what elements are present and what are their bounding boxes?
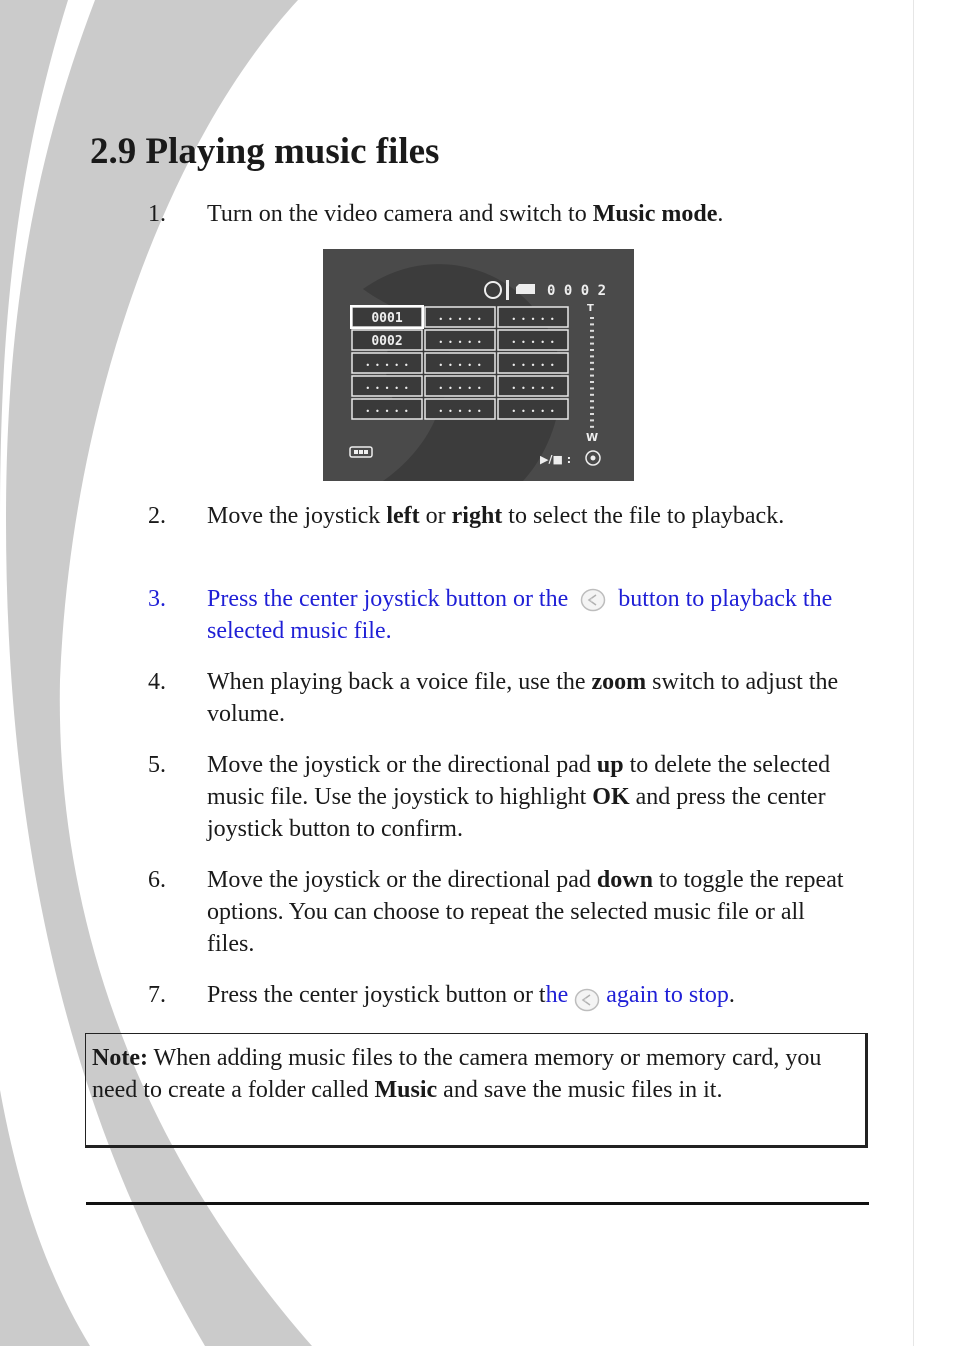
step-number: 6. bbox=[148, 867, 166, 893]
zoom-tick bbox=[590, 336, 594, 338]
zoom-tick bbox=[590, 343, 594, 345]
zoom-wide-label: W bbox=[586, 431, 599, 444]
file-grid bbox=[351, 306, 568, 419]
note-label: Note: bbox=[92, 1045, 148, 1071]
empty-slot: • • • • • bbox=[365, 407, 409, 416]
empty-slot: • • • • • bbox=[511, 338, 555, 347]
empty-slot: • • • • • bbox=[438, 338, 482, 347]
zoom-tele-label: T bbox=[587, 303, 594, 314]
file-cell bbox=[352, 330, 422, 350]
zoom-tick bbox=[590, 323, 594, 325]
file-counter: 0 0 0 2 bbox=[547, 283, 607, 299]
zoom-tick bbox=[590, 355, 594, 357]
camera-music-screen bbox=[323, 249, 634, 481]
step-text: Press the center joystick button or the again to stop. bbox=[207, 979, 857, 1012]
step-text: Turn on the video camera and switch to Music mode. bbox=[207, 201, 724, 227]
zoom-tick bbox=[590, 381, 594, 383]
step-number: 2. bbox=[148, 503, 166, 529]
file-cell bbox=[352, 376, 422, 396]
file-cell bbox=[425, 376, 495, 396]
empty-slot: • • • • • bbox=[365, 384, 409, 393]
step-text: When playing back a voice file, use the zoom switch to adjust the volume. bbox=[207, 669, 839, 727]
file-cell bbox=[425, 353, 495, 373]
memory-card-icon bbox=[516, 284, 535, 294]
file-cell bbox=[352, 307, 422, 327]
empty-slot: • • • • • bbox=[365, 361, 409, 370]
file-cell bbox=[425, 399, 495, 419]
step-number: 7. bbox=[148, 982, 166, 1008]
note-box bbox=[85, 1033, 868, 1148]
empty-slot: • • • • • bbox=[511, 361, 555, 370]
menu-button-icon bbox=[574, 988, 600, 1012]
zoom-tick bbox=[590, 407, 594, 409]
file-cell bbox=[352, 399, 422, 419]
note-text-end: and save the music files in it. bbox=[437, 1077, 723, 1103]
file-cell bbox=[498, 376, 568, 396]
file-number: 0002 bbox=[371, 334, 403, 349]
empty-slot: • • • • • bbox=[438, 361, 482, 370]
note-folder-name: Music bbox=[374, 1077, 438, 1103]
file-number: 0001 bbox=[371, 311, 403, 326]
file-cell bbox=[425, 330, 495, 350]
zoom-tick bbox=[590, 394, 594, 396]
footer-rule bbox=[86, 1202, 869, 1205]
zoom-tick bbox=[590, 368, 594, 370]
step-number: 1. bbox=[148, 201, 166, 227]
file-cell bbox=[498, 399, 568, 419]
empty-slot: • • • • • bbox=[438, 407, 482, 416]
zoom-tick bbox=[590, 426, 594, 428]
file-cell bbox=[425, 307, 495, 327]
zoom-tick bbox=[590, 349, 594, 351]
page-right-edge bbox=[913, 0, 914, 1346]
note-text: When adding music files to the camera memory or memory card, you need to create a folder called bbox=[92, 1045, 822, 1103]
zoom-tick bbox=[590, 400, 594, 402]
play-stop-label: ▶/■ : bbox=[540, 453, 572, 466]
zoom-tick bbox=[590, 413, 594, 415]
empty-slot: • • • • • bbox=[511, 384, 555, 393]
step-number: 4. bbox=[148, 669, 166, 695]
zoom-tick bbox=[590, 375, 594, 377]
step-text: Move the joystick left or right to select the file to playback. bbox=[207, 503, 785, 529]
step-text: Press the center joystick button or the button to playback the selected music file. bbox=[207, 586, 833, 644]
zoom-tick bbox=[590, 419, 594, 421]
menu-button-icon bbox=[580, 588, 606, 612]
zoom-tick bbox=[590, 362, 594, 364]
empty-slot: • • • • • bbox=[511, 407, 555, 416]
page-title: 2.9 Playing music files bbox=[90, 131, 440, 172]
file-cell bbox=[498, 307, 568, 327]
step-number: 5. bbox=[148, 752, 166, 778]
file-cell bbox=[498, 330, 568, 350]
file-cell bbox=[352, 353, 422, 373]
step-number: 3. bbox=[148, 586, 166, 612]
step-text: Move the joystick or the directional pad down to toggle the repeat options. You can choose to repeat the selected music file or all files. bbox=[207, 867, 844, 957]
empty-slot: • • • • • bbox=[438, 315, 482, 324]
file-cell bbox=[498, 353, 568, 373]
zoom-tick bbox=[590, 330, 594, 332]
zoom-tick bbox=[590, 317, 594, 319]
empty-slot: • • • • • bbox=[438, 384, 482, 393]
empty-slot: • • • • • bbox=[511, 315, 555, 324]
step-text: Move the joystick or the directional pad up to delete the selected music file. Use the joystick to highlight OK and press the center joystick button to confirm. bbox=[207, 752, 831, 842]
zoom-tick bbox=[590, 387, 594, 389]
